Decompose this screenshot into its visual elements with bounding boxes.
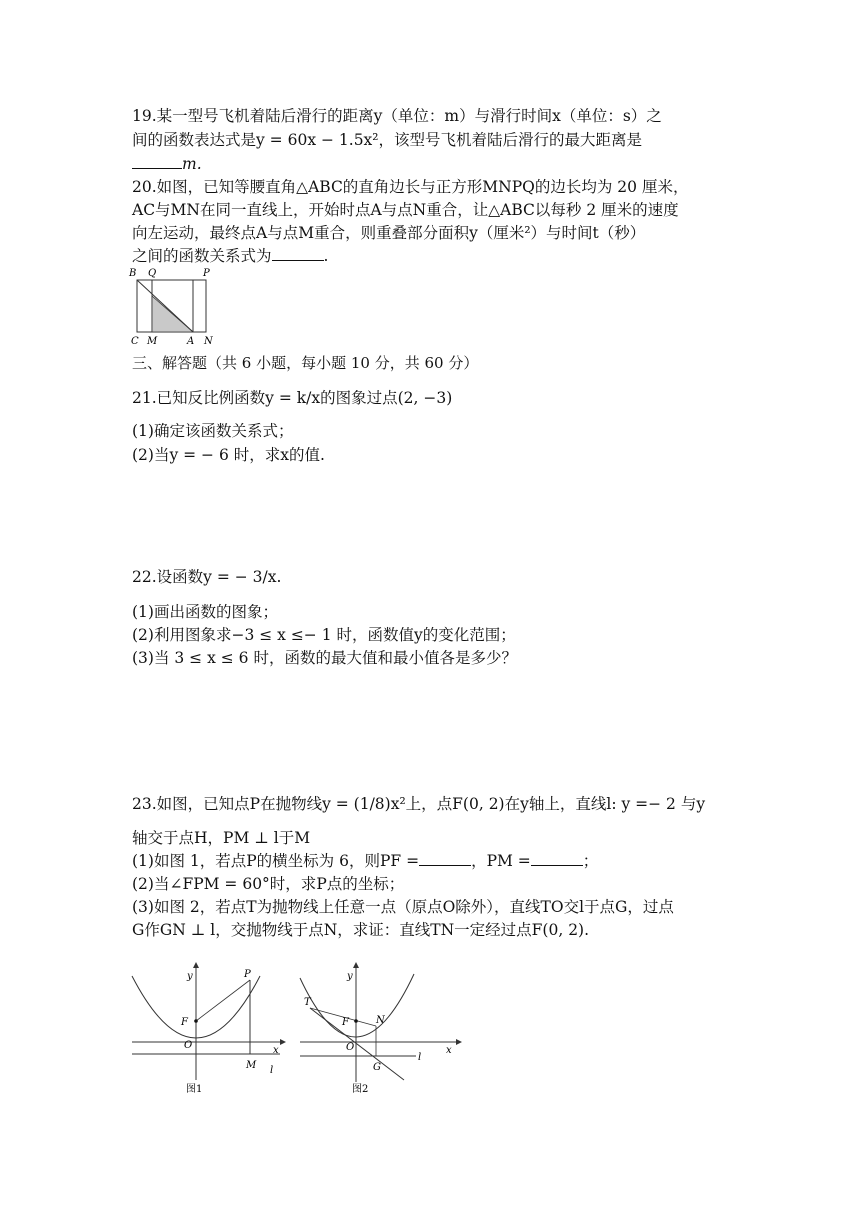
q23-part3-line1: (3)如图 2，若点T为抛物线上任意一点（原点O除外），直线TO交l于点G，过点 <box>132 898 674 916</box>
q23-part2: (2)当∠FPM = 60°时，求P点的坐标； <box>132 875 405 893</box>
q19-line2: 间的函数表达式是y = 60x − 1.5x²，该型号飞机着陆后滑行的最大距离是 <box>132 131 643 149</box>
fig1-pf-line <box>196 980 250 1021</box>
q22-part2: (2)利用图象求−3 ≤ x ≤− 1 时，函数值y的变化范围； <box>132 626 516 644</box>
fig2-y-arrow <box>353 962 359 968</box>
fig20-label-N: N <box>204 336 213 347</box>
fig2-point-F <box>354 1019 358 1023</box>
q20-line3: 向左运动，最终点A与点M重合，则重叠部分面积y（厘米²）与时间t（秒） <box>132 224 646 242</box>
q19-answer-blank <box>132 152 182 169</box>
fig1-label-P: P <box>244 969 251 980</box>
q23-figure2 <box>296 960 466 1100</box>
q20-figure <box>125 266 225 350</box>
fig1-label-x: x <box>273 1045 279 1056</box>
q23-part1-end: ； <box>582 852 599 870</box>
q21-part2: (2)当y = − 6 时，求x的值. <box>132 446 325 464</box>
fig2-label-O: O <box>346 1042 355 1053</box>
q22-line1: 22.设函数y = − 3/x. <box>132 568 282 586</box>
fig2-label-l: l <box>418 1052 422 1063</box>
q23-line1: 23.如图，已知点P在抛物线y = (1/8)x²上，点F(0, 2)在y轴上，直线l: y =− 2 与y <box>132 795 706 813</box>
fig1-y-arrow <box>193 962 199 968</box>
q21-part1: (1)确定该函数关系式； <box>132 422 294 440</box>
fig2-x-arrow <box>456 1039 462 1045</box>
q19-line3 <box>132 152 202 176</box>
q23-part1-text: (1)如图 1，若点P的横坐标为 6，则PF = <box>132 852 420 870</box>
fig2-line-TG <box>310 1008 404 1080</box>
fig1-label-F: F <box>181 1017 188 1028</box>
fig1-caption: 图1 <box>186 1084 203 1095</box>
q20-line4-end: . <box>323 247 329 265</box>
q23-pm-blank <box>531 849 583 866</box>
fig2-caption: 图2 <box>352 1084 369 1095</box>
q23-part1 <box>132 849 598 873</box>
q23-pf-blank <box>419 849 471 866</box>
fig1-label-O: O <box>184 1040 193 1051</box>
fig2-label-y: y <box>347 971 353 982</box>
fig1-x-arrow <box>280 1039 286 1045</box>
q20-line4 <box>132 244 328 268</box>
q20-line2: AC与MN在同一直线上，开始时点A与点N重合，让△ABC以每秒 2 厘米的速度 <box>132 201 679 219</box>
fig1-label-y: y <box>187 971 193 982</box>
fig20-label-A: A <box>187 336 195 347</box>
fig20-label-M: M <box>147 336 158 347</box>
fig20-label-Q: Q <box>148 268 157 279</box>
q23-line2: 轴交于点H，PM ⊥ l于M <box>132 829 311 847</box>
fig1-point-F <box>194 1019 198 1023</box>
q22-part1: (1)画出函数的图象； <box>132 603 278 621</box>
fig1-label-l: l <box>270 1065 274 1076</box>
fig2-label-x: x <box>446 1045 452 1056</box>
q23-part3-line2: G作GN ⊥ l，交抛物线于点N，求证：直线TN一定经过点F(0, 2). <box>132 921 590 939</box>
fig2-label-T: T <box>304 997 311 1008</box>
q22-part3: (3)当 3 ≤ x ≤ 6 时，函数的最大值和最小值各是多少？ <box>132 649 517 667</box>
q20-line4-text: 之间的函数关系式为 <box>132 247 272 265</box>
q20-line1: 20.如图，已知等腰直角△ABC的直角边长与正方形MNPQ的边长均为 20 厘米， <box>132 178 689 196</box>
fig2-label-N: N <box>376 1015 385 1026</box>
section-heading: 三、解答题（共 6 小题，每小题 10 分，共 60 分） <box>132 354 479 372</box>
q21-line1: 21.已知反比例函数y = k/x的图象过点(2, −3) <box>132 389 453 407</box>
q20-answer-blank <box>272 244 324 261</box>
q23-part1-pm: ，PM = <box>471 852 531 870</box>
fig20-label-B: B <box>129 268 137 279</box>
q19-line1: 19.某一型号飞机着陆后滑行的距离y（单位：m）与滑行时间x（单位：s）之 <box>132 107 662 125</box>
q19-unit: m. <box>182 155 202 173</box>
q23-figure1 <box>130 960 290 1100</box>
fig1-label-M: M <box>246 1060 257 1071</box>
fig2-label-G: G <box>373 1062 381 1073</box>
fig20-label-P: P <box>203 268 210 279</box>
fig2-label-F: F <box>342 1017 349 1028</box>
fig2-parabola <box>300 974 414 1037</box>
fig20-label-C: C <box>131 336 139 347</box>
